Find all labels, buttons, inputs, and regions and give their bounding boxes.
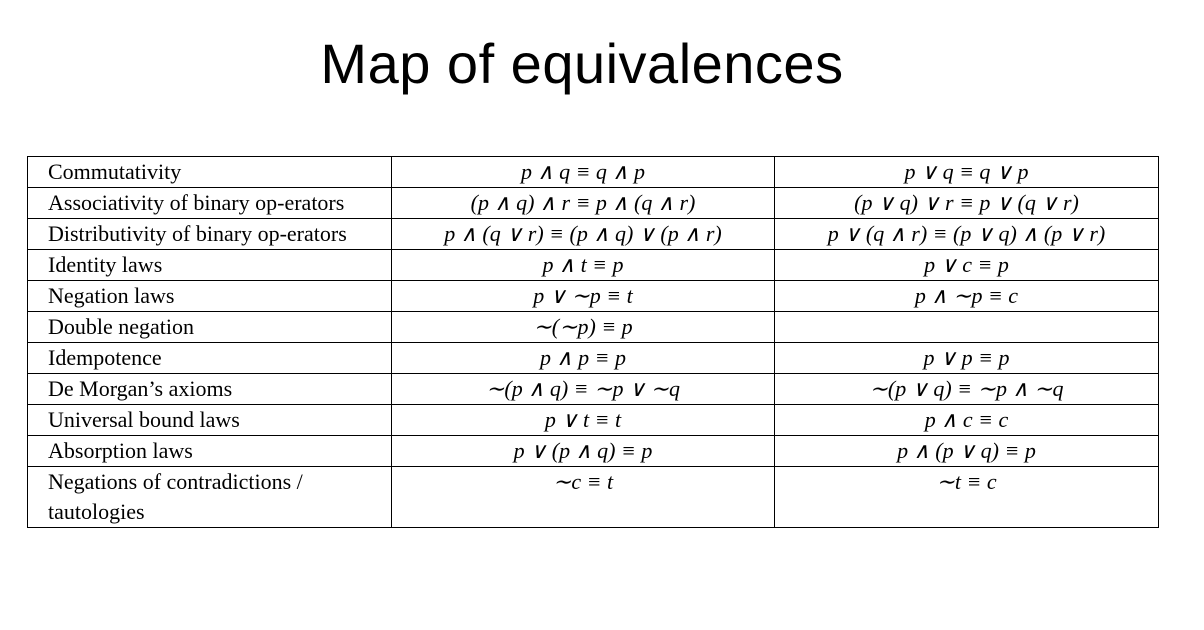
equivalence-left: p ∨ (p ∧ q) ≡ p [392, 436, 775, 467]
equivalence-right: p ∨ (q ∧ r) ≡ (p ∨ q) ∧ (p ∨ r) [775, 219, 1159, 250]
law-name: Idempotence [28, 343, 392, 374]
law-name: Identity laws [28, 250, 392, 281]
table-row [28, 374, 1159, 405]
equivalence-right: p ∧ (p ∨ q) ≡ p [775, 436, 1159, 467]
equivalence-right: p ∧ c ≡ c [775, 405, 1159, 436]
equivalence-right: (p ∨ q) ∨ r ≡ p ∨ (q ∨ r) [775, 188, 1159, 219]
equivalence-right: p ∨ c ≡ p [775, 250, 1159, 281]
law-name: Commutativity [28, 157, 392, 188]
equivalence-right [775, 312, 1159, 343]
table-row [28, 188, 1159, 219]
table-row [28, 343, 1159, 374]
equivalence-right: ∼(p ∨ q) ≡ ∼p ∧ ∼q [775, 374, 1159, 405]
equivalences-table [27, 156, 1159, 528]
equivalence-left: (p ∧ q) ∧ r ≡ p ∧ (q ∧ r) [392, 188, 775, 219]
equivalence-left: ∼(p ∧ q) ≡ ∼p ∨ ∼q [392, 374, 775, 405]
equivalence-right: p ∨ q ≡ q ∨ p [775, 157, 1159, 188]
equivalence-left: ∼c ≡ t [392, 467, 775, 528]
table-row [28, 219, 1159, 250]
equivalence-left: p ∧ p ≡ p [392, 343, 775, 374]
table-row [28, 250, 1159, 281]
table-row [28, 405, 1159, 436]
law-name: Double negation [28, 312, 392, 343]
table-row [28, 281, 1159, 312]
law-name: Negations of contradictions / tautologies [28, 467, 392, 528]
table-row [28, 436, 1159, 467]
table-row [28, 312, 1159, 343]
equivalence-left: p ∧ q ≡ q ∧ p [392, 157, 775, 188]
equivalence-right: p ∨ p ≡ p [775, 343, 1159, 374]
equivalence-right: p ∧ ∼p ≡ c [775, 281, 1159, 312]
law-name: Negation laws [28, 281, 392, 312]
law-name: Associativity of binary op-erators [28, 188, 392, 219]
law-name: Absorption laws [28, 436, 392, 467]
equivalence-left: p ∨ ∼p ≡ t [392, 281, 775, 312]
law-name: De Morgan’s axioms [28, 374, 392, 405]
slide-title: Map of equivalences [320, 32, 844, 95]
equivalence-left: p ∧ t ≡ p [392, 250, 775, 281]
law-name: Distributivity of binary op-erators [28, 219, 392, 250]
equivalence-right: ∼t ≡ c [775, 467, 1159, 528]
equivalence-left: p ∧ (q ∨ r) ≡ (p ∧ q) ∨ (p ∧ r) [392, 219, 775, 250]
equivalence-left: ∼(∼p) ≡ p [392, 312, 775, 343]
table-row [28, 157, 1159, 188]
table-row [28, 467, 1159, 528]
law-name: Universal bound laws [28, 405, 392, 436]
equivalence-left: p ∨ t ≡ t [392, 405, 775, 436]
